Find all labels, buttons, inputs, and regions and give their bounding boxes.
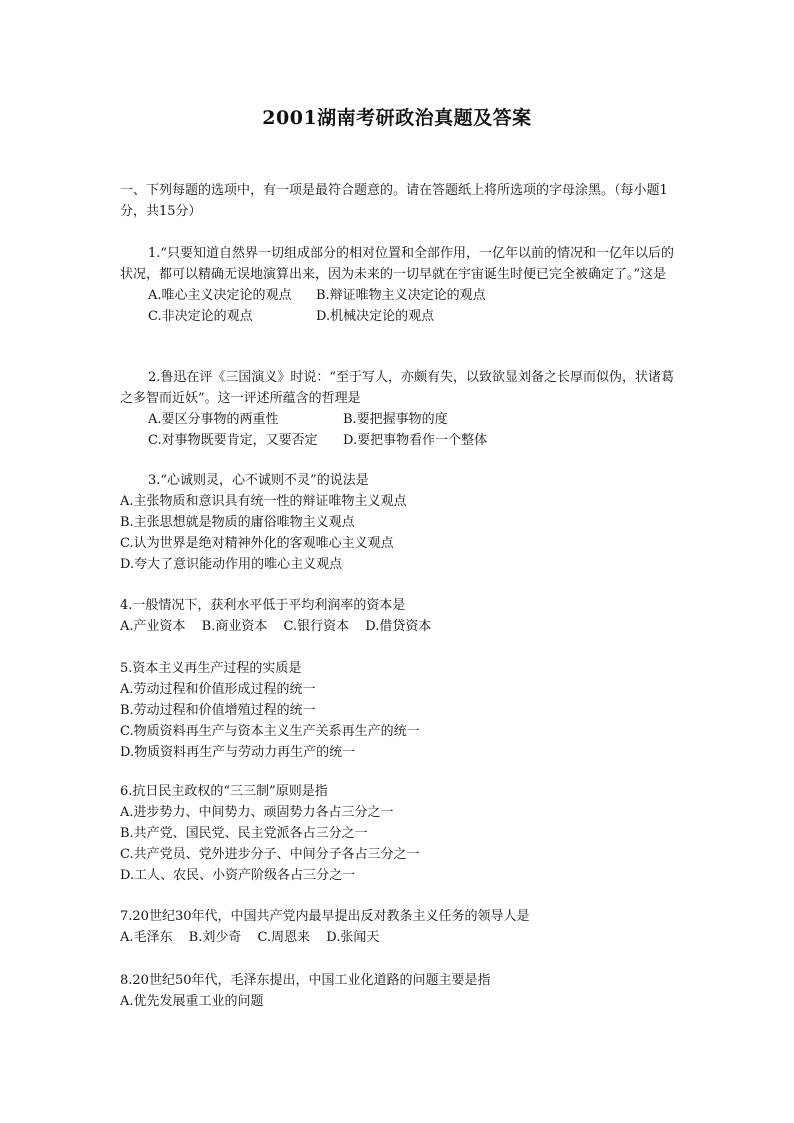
option-c: C.共产党员、党外进步分子、中间分子各占三分之一 (120, 847, 420, 862)
option-c: C.非决定论的观点 (148, 309, 253, 324)
option-b: B.辩证唯物主义决定论的观点 (316, 288, 486, 303)
question-4 (120, 595, 682, 637)
option-d: D.物质资料再生产与劳动力再生产的统一 (120, 745, 356, 760)
question-3 (120, 470, 682, 575)
question-stem: 5.资本主义再生产过程的实质是 (120, 661, 302, 676)
option-c: C.认为世界是绝对精神外化的客观唯心主义观点 (120, 536, 394, 551)
question-5 (120, 658, 682, 763)
option-b: B.主张思想就是物质的庸俗唯物主义观点 (120, 515, 355, 530)
option-a: A.产业资本 (120, 619, 186, 634)
option-list (120, 285, 682, 327)
question-6 (120, 781, 682, 886)
page-title: 2001湖南考研政治真题及答案 (262, 107, 532, 129)
option-d: D.借贷资本 (365, 619, 432, 634)
option-list (120, 927, 682, 948)
option-a: A.要区分事物的两重性 (148, 412, 279, 427)
question-stem: 4.一般情况下，获利水平低于平均利润率的资本是 (120, 598, 406, 613)
question-7 (120, 906, 682, 948)
option-c: C.物质资料再生产与资本主义生产关系再生产的统一 (120, 724, 420, 739)
option-a: A.唯心主义决定论的观点 (148, 288, 292, 303)
question-stem: 7.20世纪30年代，中国共产党内最早提出反对教条主义任务的领导人是 (120, 909, 530, 924)
option-a: A.优先发展重工业的问题 (120, 994, 264, 1009)
option-b: B.商业资本 (201, 619, 268, 634)
option-list (120, 616, 682, 637)
option-a: A.进步势力、中间势力、顽固势力各占三分之一 (120, 805, 394, 820)
option-d: D.机械决定论的观点 (316, 309, 435, 324)
option-b: B.刘少奇 (188, 930, 242, 945)
option-d: D.张闻天 (326, 930, 380, 945)
option-d: D.工人、农民、小资产阶级各占三分之一 (120, 868, 356, 883)
option-c: C.周恩来 (257, 930, 311, 945)
question-stem: 3.“心诚则灵，心不诚则不灵”的说法是 (148, 473, 369, 488)
question-stem: 8.20世纪50年代，毛泽东提出，中国工业化道路的问题主要是指 (120, 973, 491, 988)
option-a: A.毛泽东 (120, 930, 173, 945)
question-1 (120, 243, 682, 327)
option-a: A.主张物质和意识具有统一性的辩证唯物主义观点 (120, 494, 407, 509)
option-list (120, 409, 682, 451)
option-c: C.对事物既要肯定，又要否定 (148, 433, 318, 448)
option-b: B.共产党、国民党、民主党派各占三分之一 (120, 826, 368, 841)
option-a: A.劳动过程和价值形成过程的统一 (120, 682, 316, 697)
option-c: C.银行资本 (283, 619, 350, 634)
question-stem: 6.抗日民主政权的“三三制”原则是指 (120, 784, 328, 799)
option-b: B.劳动过程和价值增殖过程的统一 (120, 703, 316, 718)
question-stem: 1.“只要知道自然界一切组成部分的相对位置和全部作用，一亿年以前的情况和一亿年以后的状况，都可以精确无误地演算出来，因为未来的一切早就在宇宙诞生时便已完全被确定了。”这是 (120, 246, 675, 282)
section-instructions: 一、下列每题的选项中，有一项是最符合题意的。请在答题纸上将所选项的字母涂黑。（每小题1分，共15分） (120, 183, 668, 219)
option-d: D.要把事物看作一个整体 (343, 433, 488, 448)
question-8 (120, 970, 682, 1012)
option-d: D.夸大了意识能动作用的唯心主义观点 (120, 557, 343, 572)
option-b: B.要把握事物的度 (343, 412, 448, 427)
question-stem: 2.鲁迅在评《三国演义》时说：“至于写人，亦颇有失，以致欲显刘备之长厚而似伪，状诸葛之多智而近妖”。这一评述所蕴含的哲理是 (120, 370, 675, 406)
question-2 (120, 367, 682, 451)
